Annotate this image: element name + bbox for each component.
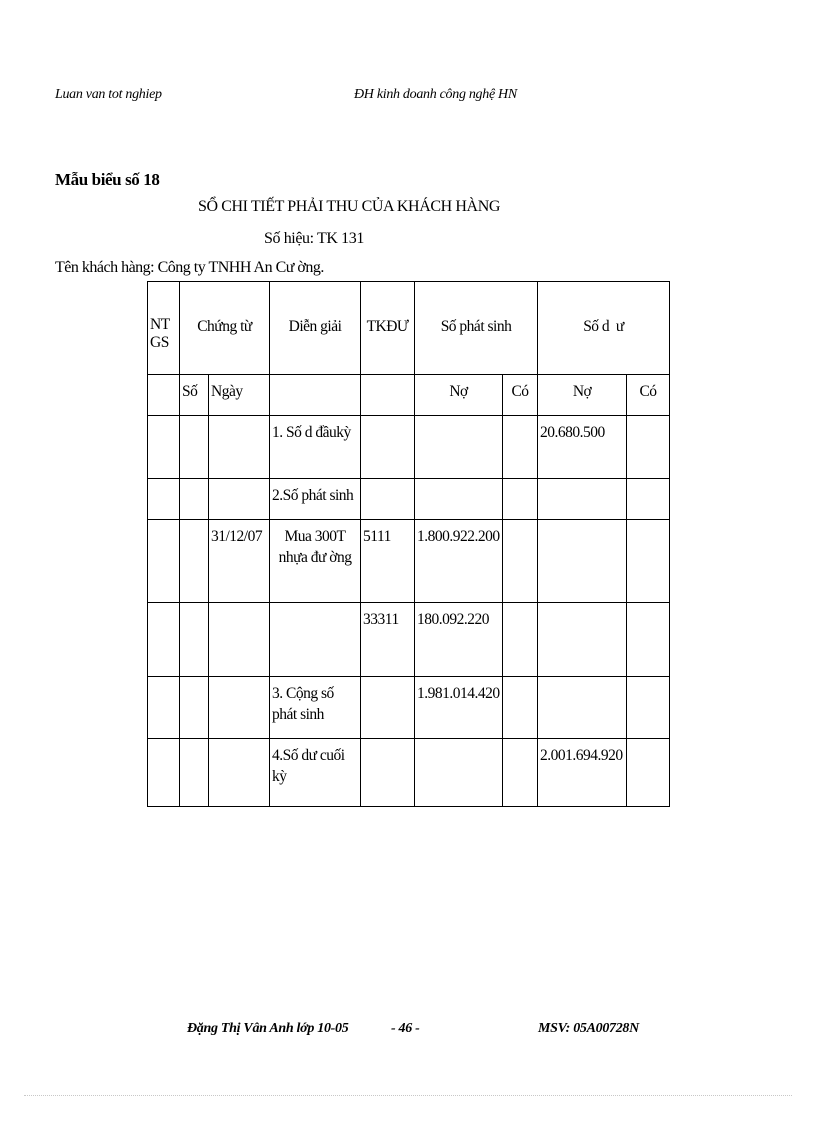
row-arising-debit: 1.981.014.420 [415, 677, 503, 739]
header-row [148, 282, 670, 375]
col-description-header: Diễn giải [270, 282, 361, 375]
row-arising-debit: 180.092.220 [415, 603, 503, 677]
row-description: Mua 300T nhựa đư ờng [270, 520, 361, 603]
balance-debit-subheader: Nợ [538, 375, 627, 416]
account-number: Số hiệu: TK 131 [264, 230, 364, 247]
row-balance-debit: 2.001.694.920 [538, 739, 627, 807]
table-row [148, 677, 670, 739]
customer-name: Tên khách hàng: Công ty TNHH An Cư ờng. [55, 259, 324, 276]
table-row [148, 603, 670, 677]
footer-student-id: MSV: 05A00728N [538, 1021, 639, 1036]
arising-credit-subheader: Có [503, 375, 538, 416]
row-description: 4.Số dư cuối kỳ [270, 739, 361, 807]
row-account: 5111 [361, 520, 415, 603]
footer-author: Đặng Thị Vân Anh lớp 10-05 [187, 1021, 349, 1036]
table-row [148, 416, 670, 479]
col-account-header: TKĐƯ [361, 282, 415, 375]
document-title: SỔ CHI TIẾT PHẢI THU CỦA KHÁCH HÀNG [198, 198, 501, 215]
row-date: 31/12/07 [209, 520, 270, 603]
header-left: Luan van tot nghiep [55, 87, 162, 102]
balance-credit-subheader: Có [627, 375, 670, 416]
col-voucher-header: Chứng từ [180, 282, 270, 375]
ledger-table [147, 281, 670, 807]
row-description: 3. Cộng số phát sinh [270, 677, 361, 739]
table-row [148, 739, 670, 807]
header-right: ĐH kinh doanh công nghệ HN [354, 87, 517, 102]
form-number: Mẫu biểu số 18 [55, 170, 160, 189]
row-balance-debit: 20.680.500 [538, 416, 627, 479]
footer-page-number: - 46 - [391, 1021, 420, 1036]
col-day-subheader: Ngày [209, 375, 270, 416]
table-row [148, 520, 670, 603]
col-arising-header: Số phát sinh [415, 282, 538, 375]
table-row [148, 479, 670, 520]
subheader-row [148, 375, 670, 416]
row-description: 2.Số phát sinh [270, 479, 361, 520]
row-account: 33311 [361, 603, 415, 677]
col-balance-header: Số d ư [538, 282, 670, 375]
arising-debit-subheader: Nợ [415, 375, 503, 416]
row-arising-debit: 1.800.922.200 [415, 520, 503, 603]
col-ntgs-header: NT GS [148, 282, 180, 375]
row-description: 1. Số d đầukỳ [270, 416, 361, 479]
col-number-subheader: Số [180, 375, 209, 416]
page-edge-divider [24, 1095, 792, 1096]
